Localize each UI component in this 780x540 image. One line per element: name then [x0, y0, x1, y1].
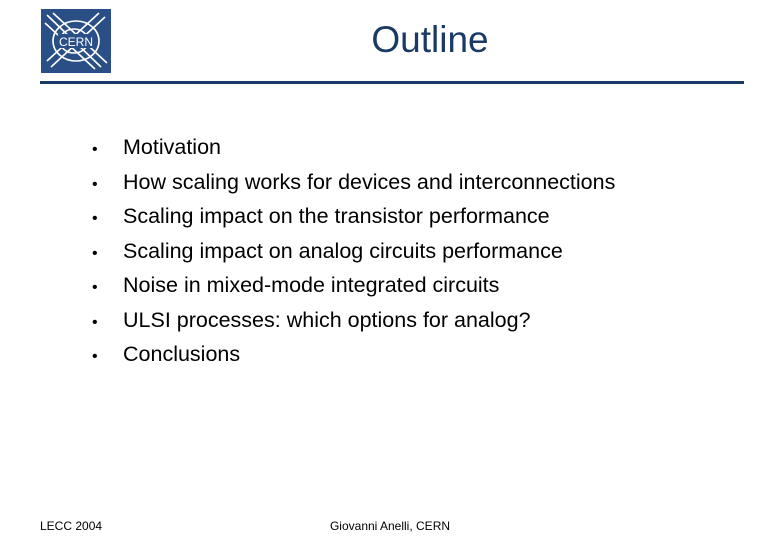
bullet-item	[92, 165, 615, 200]
bullet-dot: •	[92, 210, 98, 227]
footer-author: Giovanni Anelli, CERN	[329, 519, 451, 533]
bullet-item	[92, 130, 615, 165]
footer-event: LECC 2004	[40, 519, 103, 533]
logo-text: CERN	[58, 35, 94, 49]
cern-logo-icon	[41, 9, 111, 73]
bullet-dot: •	[92, 244, 98, 262]
bullet-text: How scaling works for devices and interconnections	[123, 169, 616, 194]
bullet-item	[92, 199, 615, 234]
bullet-dot: •	[92, 313, 98, 331]
bullet-text: Motivation	[123, 135, 221, 159]
bullet-dot: •	[92, 141, 98, 158]
bullet-item	[92, 268, 615, 303]
bullet-item	[92, 303, 615, 338]
bullet-text: Conclusions	[123, 342, 241, 366]
bullet-item	[92, 234, 615, 269]
cern-logo	[41, 9, 111, 73]
bullet-text: Noise in mixed-mode integrated circuits	[123, 273, 500, 297]
bullet-text: ULSI processes: which options for analog?	[123, 307, 531, 332]
title-divider	[40, 81, 744, 84]
slide-title: Outline	[371, 19, 489, 60]
bullet-list	[92, 130, 615, 372]
bullet-dot: •	[92, 175, 98, 193]
bullet-text: Scaling impact on analog circuits performance	[123, 238, 563, 263]
bullet-dot: •	[92, 348, 98, 365]
bullet-dot: •	[92, 279, 98, 296]
bullet-item	[92, 337, 615, 372]
bullet-text: Scaling impact on the transistor performance	[123, 204, 550, 228]
